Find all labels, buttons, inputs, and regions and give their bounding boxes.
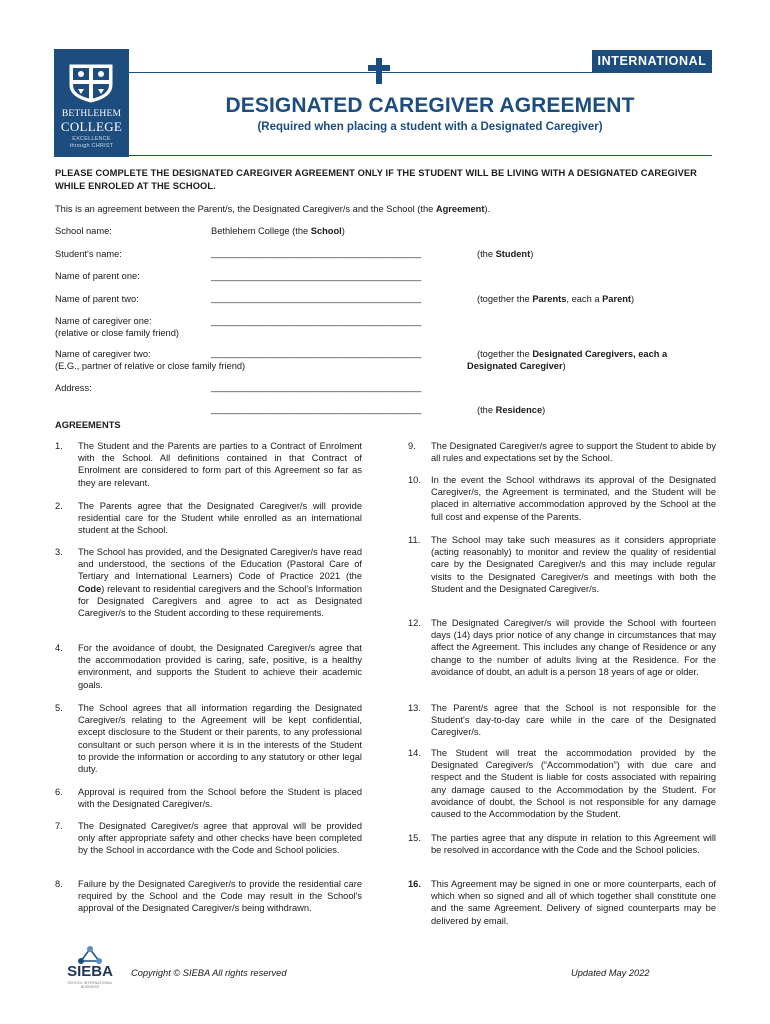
clause-text: Failure by the Designated Caregiver/s to provide the residential care required by the School and the Code may result in the School's approval of the Designated Caregiver/s being withdrawn. (78, 879, 362, 914)
parent-two-field[interactable]: ____________________________________________ (211, 293, 421, 303)
clause-number: 8. (55, 879, 63, 889)
clause-number: 1. (55, 441, 63, 451)
clause-text: In the event the School withdraws its approval of the Designated Caregiver/s, the Agreement is terminated, and the Student will be placed in alternative accommodation approved by the School at the full cost and expense of the Parents. (431, 475, 716, 522)
clause-text: The Designated Caregiver/s agree to support the Student to abide by all rules and expectations set by the School. (431, 441, 716, 464)
clause-number: 4. (55, 643, 63, 653)
address-label: Address: (55, 383, 92, 393)
caregivers-definition-cont: Designated Caregiver) (467, 361, 566, 371)
clause-text: For the avoidance of doubt, the Designated Caregiver/s agree that the accommodation provided is caring, safe, positive, is a healthy environment, and supports the Student to achieve their academic goals. (78, 643, 362, 690)
updated-date: Updated May 2022 (571, 968, 650, 978)
clause-text: The Parent/s agree that the School is not responsible for the Student's day-to-day care while in the care of the Designated Caregiver/s. (431, 703, 716, 738)
agreement-intro: This is an agreement between the Parent/s, the Designated Caregiver/s and the School (the Agreement). (55, 204, 491, 214)
clause-text: The School agrees that all information regarding the Designated Caregiver/s relating to the Agreement will be kept confidential, except disclosure to the Student or their parents, to any professional consultant or such person where it is in the interests of the Student to provide the information or according to any statutory or other legal duty. (78, 703, 362, 775)
clause-number: 2. (55, 501, 63, 511)
international-banner: INTERNATIONAL (592, 50, 712, 72)
copyright-text: Copyright © SIEBA All rights reserved (131, 968, 287, 978)
clause-text: The School may take such measures as it considers appropriate (acting reasonably) to monitor and review the quality of residential care by the Designated Caregiver/s and this may include regular visits to the Designated Caregiver/s and meetings with both the Student and the Designated Caregiver/s. (431, 535, 716, 594)
completion-notice: PLEASE COMPLETE THE DESIGNATED CAREGIVER AGREEMENT ONLY IF THE STUDENT WILL BE LIVING WITH A DESIGNATED CAREGIVER WHILE ENROLED AT THE SCHOOL. (55, 168, 697, 191)
page-title: DESIGNATED CAREGIVER AGREEMENT (225, 94, 635, 117)
sieba-tagline: SCHOOL INTERNATIONAL BUSINESS (67, 981, 113, 989)
clause-text: The parties agree that any dispute in relation to this Agreement will be resolved in accordance with the Code and the School policies. (431, 833, 716, 856)
school-name-value: Bethlehem College (the School) (211, 226, 345, 236)
clause-number: 15. (408, 833, 421, 843)
parent-two-label: Name of parent two: (55, 294, 139, 304)
college-logo (54, 49, 129, 157)
clause-text: The Designated Caregiver/s agree that approval will be provided only after appropriate safety and other checks have been completed by the School in accordance with the Code and School policies. (78, 821, 362, 856)
clause-number: 16. (408, 879, 421, 889)
logo-motto-line2: through CHRIST (69, 143, 114, 149)
parent-one-label: Name of parent one: (55, 271, 140, 281)
clause-number: 13. (408, 703, 421, 713)
logo-motto-line1: EXCELLENCE (72, 136, 111, 142)
student-definition: (the Student) (477, 249, 534, 259)
logo-name-line1: BETHLEHEM (61, 109, 122, 119)
caregiver-two-label: Name of caregiver two: (55, 349, 151, 359)
clause-text: The Student will treat the accommodation provided by the Designated Caregiver/s (“Accommodation”) with due care and respect and the Student is liable for costs associated with repairing any damage caused to the Accommodation by the Student. For avoidance of doubt, the School is not responsible for any damage caused to the Accommodation by the Student. (431, 748, 716, 820)
shield-crest-icon (68, 63, 114, 103)
clause-number: 14. (408, 748, 421, 758)
clause-number: 9. (408, 441, 416, 451)
clause-number: 12. (408, 618, 421, 628)
header-rule (129, 72, 712, 73)
parent-one-field[interactable]: ____________________________________________ (211, 271, 421, 281)
student-name-field[interactable]: ____________________________________________ (211, 248, 421, 258)
clause-number: 11. (408, 535, 421, 545)
clause-number: 6. (55, 787, 63, 797)
clause-text: The Parents agree that the Designated Caregiver/s will provide residential care for the Student while enrolled as an international student at the School. (78, 501, 362, 536)
clause-number: 10. (408, 475, 421, 485)
address-field-line2[interactable]: ____________________________________________ (211, 404, 421, 414)
caregiver-one-note: (relative or close family friend) (55, 328, 179, 338)
clause-text: This Agreement may be signed in one or more counterparts, each of which when so signed and all of which together shall constitute one and the same Agreement. Delivery of signed counterparts may be delivered by email. (431, 879, 716, 926)
parents-definition: (together the Parents, each a Parent) (477, 294, 635, 304)
agreements-heading: AGREEMENTS (55, 420, 121, 430)
clause-text: The School has provided, and the Designated Caregiver/s have read and understood, the sections of the Education (Pastoral Care of Tertiary and International Learners) Code of Practice 2021 (the Code) relevant to residential caregivers and the School's Information for Designated Caregivers and agree to act as Designated Caregiver/s to the Student according to these requirements. (78, 547, 362, 619)
clause-text: The Student and the Parents are parties to a Contract of Enrolment with the School. All definitions contained in that Contract of Enrolment are considered to form part of this Agreement so far as they are relevant. (78, 441, 362, 488)
caregiver-one-field[interactable]: ____________________________________________ (211, 316, 421, 326)
clause-number: 7. (55, 821, 63, 831)
caregivers-definition: (together the Designated Caregivers, each a (477, 349, 668, 359)
clause-text: Approval is required from the School before the Student is placed with the Designated Caregiver/s. (78, 787, 362, 810)
clause-number: 3. (55, 547, 63, 557)
header-bottom-rule (129, 155, 712, 156)
school-name-label: School name: (55, 226, 112, 236)
caregiver-one-label: Name of caregiver one: (55, 316, 152, 326)
sieba-wordmark: SIEBA (67, 963, 113, 980)
address-field-line1[interactable]: ____________________________________________ (211, 382, 421, 392)
student-name-label: Student's name: (55, 249, 122, 259)
clause-text: The Designated Caregiver/s will provide the School with fourteen days (14) days prior notice of any change in circumstances that may affect the Agreement. This includes any change of Residence or any change to the number of adults living at the Residence. For the avoidance of doubt, an adult is a person 18 years of age or older. (431, 618, 716, 677)
residence-definition: (the Residence) (477, 405, 546, 415)
caregiver-two-field[interactable]: ____________________________________________ (211, 348, 421, 358)
clause-number: 5. (55, 703, 63, 713)
logo-name-line2: COLLEGE (60, 119, 123, 134)
sieba-logo (60, 945, 120, 995)
cross-icon-bar (368, 65, 390, 71)
caregiver-two-note: (E.G., partner of relative or close family friend) (55, 361, 246, 371)
page-subtitle: (Required when placing a student with a Designated Caregiver) (257, 121, 603, 133)
cross-icon (376, 58, 382, 84)
